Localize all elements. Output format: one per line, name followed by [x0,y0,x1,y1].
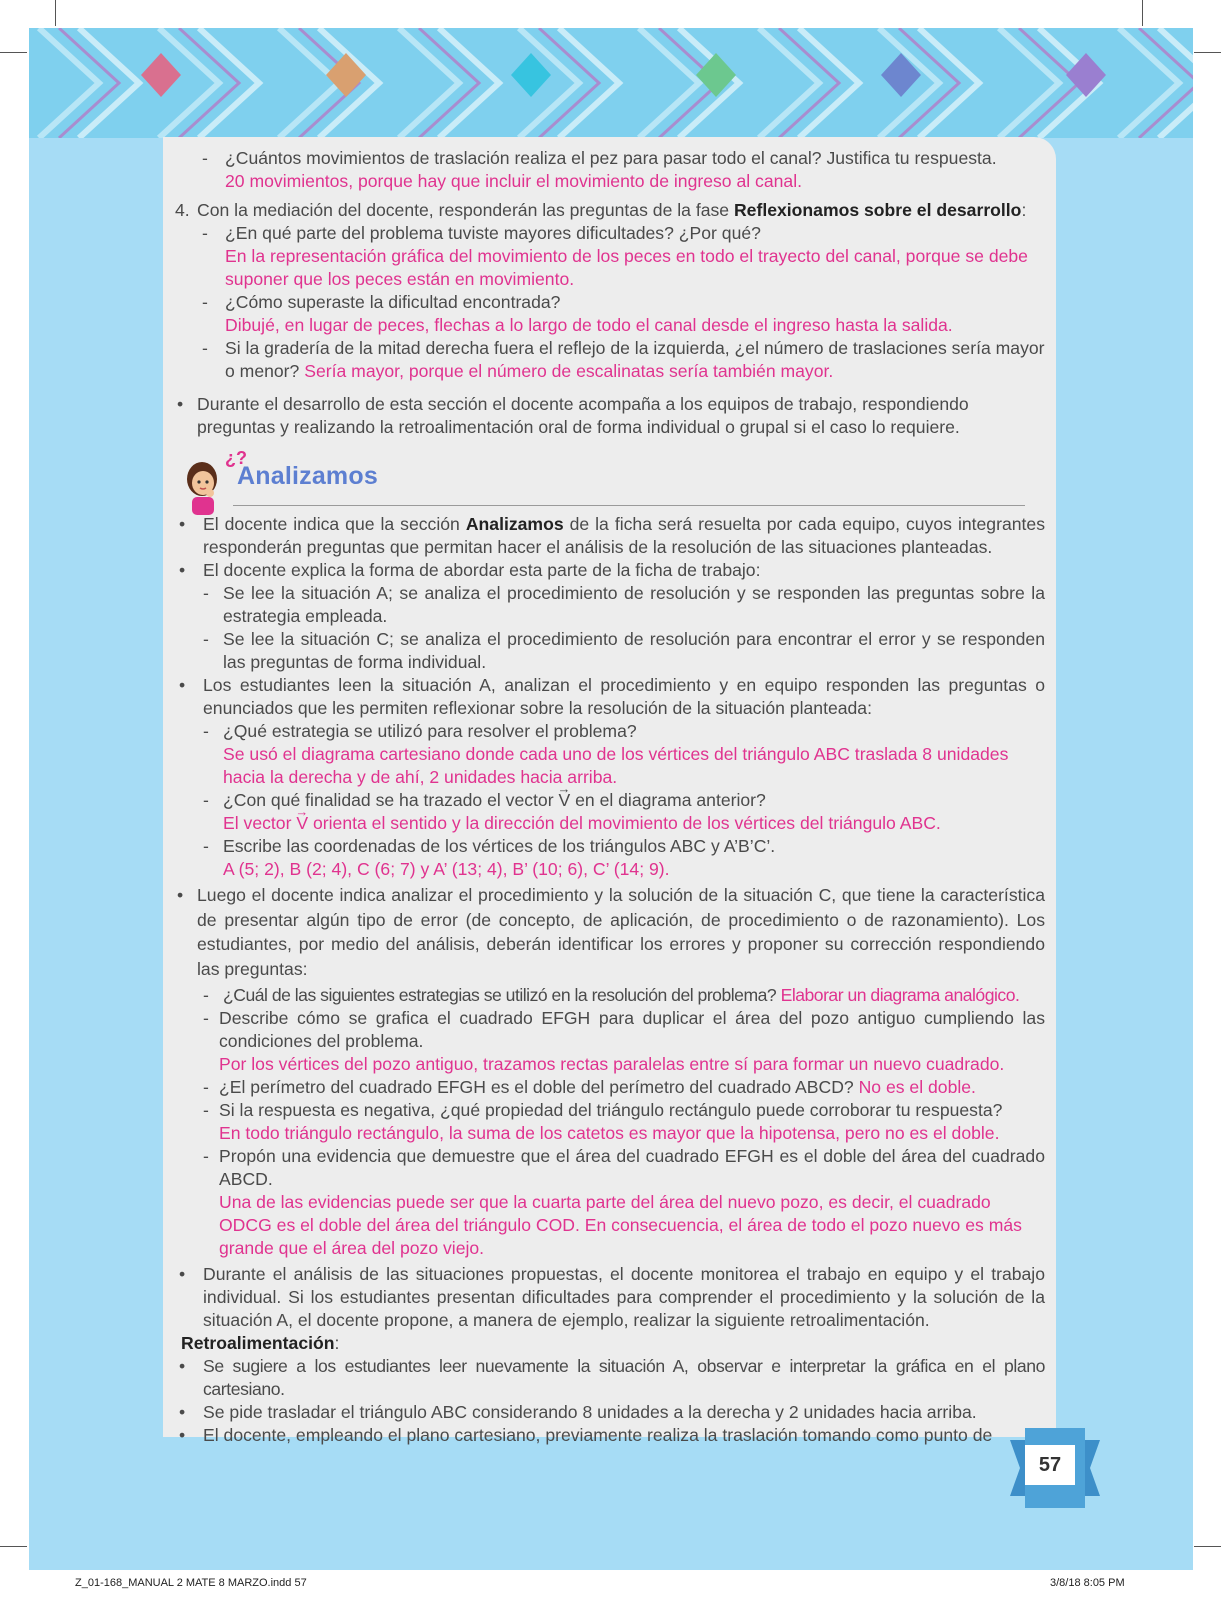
question-overcome: - ¿Cómo superaste la dificultad encontrada? [175,291,1045,314]
footer-date: 3/8/18 8:05 PM [1050,1577,1125,1589]
vector-v-symbol: → V [296,812,308,835]
question-vector: - ¿Con qué finalidad se ha trazado el vector → V en el diagrama anterior? [175,789,1045,812]
bullet-retro-3: • El docente, empleando el plano cartesiano, previamente realiza la traslación tomando como punto de [175,1424,1045,1447]
question-difficulties: - ¿En qué parte del problema tuviste mayores dificultades? ¿Por qué? [175,222,1045,245]
question-cuadrado-efgh: - Describe cómo se grafica el cuadrado EFGH para duplicar el área del pozo antiguo cumpliendo las condiciones del problema. [175,1007,1045,1053]
question-marks: ¿? [225,448,247,468]
answer-evidencia: Una de las evidencias puede ser que la cuarta parte del área del nuevo pozo, es decir, el cuadrado ODCG es el doble del área del triángulo COD. En consecuencia, el área de todo el pozo nuevo es más grande que el área del pozo viejo. [219,1192,1022,1258]
question-propiedad: - Si la respuesta es negativa, ¿qué propiedad del triángulo rectángulo puede corroborar tu respuesta? [175,1099,1045,1122]
section-heading-analizamos [175,447,1045,513]
bullet-retro-2: • Se pide trasladar el triángulo ABC considerando 8 unidades a la derecha y 2 unidades hacia arriba. [175,1401,1045,1424]
list-item-4: 4. Con la mediación del docente, responderán las preguntas de la fase Reflexionamos sobre el desarrollo: [175,200,1027,220]
question-fish-moves: - ¿Cuántos movimientos de traslación realiza el pez para pasar todo el canal? Justifica tu respuesta. [175,147,1045,170]
dash-situacion-a: - Se lee la situación A; se analiza el procedimiento de resolución y se responden las preguntas sobre la estrategia empleada. [175,582,1045,628]
dash-situacion-c: - Se lee la situación C; se analiza el procedimiento de resolución para encontrar el error y se responden las preguntas de forma individual. [175,628,1045,674]
crop-mark [1194,52,1221,53]
crop-mark [1142,0,1143,26]
girl-thinking-icon [180,457,230,517]
crop-mark [0,52,27,53]
answer-overcome: Dibujé, en lugar de peces, flechas a lo largo de todo el canal desde el ingreso hasta la salida. [225,315,953,335]
page-content [175,147,1045,1447]
section-title: Analizamos [237,462,378,490]
answer-estrategia: Se usó el diagrama cartesiano donde cada uno de los vértices del triángulo ABC traslada 8 unidades hacia la derecha y de ahí, 2 unidades hacia arriba. [223,744,1009,787]
answer-fish-moves: 20 movimientos, porque hay que incluir el movimiento de ingreso al canal. [225,171,802,191]
answer-vector: El vector → V orienta el sentido y la dirección del movimiento de los vértices del triángulo ABC. [175,812,1045,835]
divider [233,505,1025,506]
bullet-analisis-monitoreo: • Durante el análisis de las situaciones propuestas, el docente monitorea el trabajo en equipo y el trabajo individual. Si los estudiantes presentan dificultades para comprender el procedimiento y la solución de la situación A, el docente propone, a manera de ejemplo, realizar la siguiente retroalimentación. [175,1263,1045,1332]
footer-file-name: Z_01-168_MANUAL 2 MATE 8 MARZO.indd 57 [75,1577,307,1589]
answer-difficulties: En la representación gráfica del movimiento de los peces en todo el trayecto del canal, porque se debe suponer que los peces están en movimiento. [225,246,1028,289]
answer-coordenadas: A (5; 2), B (2; 4), C (6; 7) y A’ (13; 4), B’ (10; 6), C’ (14; 9). [223,859,670,879]
bullet-situacion-c: • Luego el docente indica analizar el procedimiento y la solución de la situación C, que tiene la característica de presentar algún tipo de error (de concepto, de aplicación, de procedimiento o de razonamiento). Los estudiantes, por medio del análisis, deberán identificar los errores y proponer su corrección respondiendo las preguntas: [175,883,1045,981]
crop-mark [1194,1546,1221,1547]
item-number: 4. [175,200,190,220]
bullet-analizamos-intro: • El docente indica que la sección Analizamos de la ficha será resuelta por cada equipo, cuyos integrantes responderán preguntas que permitan hacer el análisis de la resolución de las situaciones planteadas. [175,513,1045,559]
question-perimetro: - ¿El perímetro del cuadrado EFGH es el doble del perímetro del cuadrado ABCD? No es el doble. [175,1076,1045,1099]
answer-propiedad: En todo triángulo rectángulo, la suma de los catetos es mayor que la hipotensa, pero no es el doble. [219,1123,1000,1143]
bullet-docente-explica: • El docente explica la forma de abordar esta parte de la ficha de trabajo: [175,559,1045,582]
retroalimentacion-title: Retroalimentación: [181,1333,340,1353]
page-number: 57 [1025,1445,1075,1485]
bullet-docente-acompana: • Durante el desarrollo de esta sección el docente acompaña a los equipos de trabajo, respondiendo preguntas y realizando la retroalimentación oral de forma individual o grupal si el caso lo requiere. [175,393,1045,439]
bullet-estudiantes-leen: • Los estudiantes leen la situación A, analizan el procedimiento y en equipo responden las preguntas o enunciados que les permiten reflexionar sobre la resolución de la situación planteada: [175,674,1045,720]
answer-cuadrado-efgh: Por los vértices del pozo antiguo, trazamos rectas paralelas entre sí para formar un nuevo cuadrado. [219,1054,1005,1074]
vector-v-symbol: → V [558,789,570,812]
crop-mark [0,1546,27,1547]
question-estrategia: - ¿Qué estrategia se utilizó para resolver el problema? [175,720,1045,743]
question-coordenadas: - Escribe las coordenadas de los vértices de los triángulos ABC y A’B’C’. [175,835,1045,858]
decorative-banner [29,28,1193,138]
question-reflection: - Si la gradería de la mitad derecha fuera el reflejo de la izquierda, ¿el número de traslaciones sería mayor o menor? Sería mayor, porque el número de escalinatas sería también mayor. [175,337,1045,383]
bullet-retro-1: • Se sugiere a los estudiantes leer nuevamente la situación A, observar e interpretar la gráfica en el plano cartesiano. [175,1355,1045,1401]
crop-mark [55,0,56,26]
question-estrategias: - ¿Cuál de las siguientes estrategias se utilizó en la resolución del problema? Elaborar un diagrama analógico. [175,984,1045,1007]
question-evidencia: - Propón una evidencia que demuestre que el área del cuadrado EFGH es el doble del área del cuadrado ABCD. [175,1145,1045,1191]
